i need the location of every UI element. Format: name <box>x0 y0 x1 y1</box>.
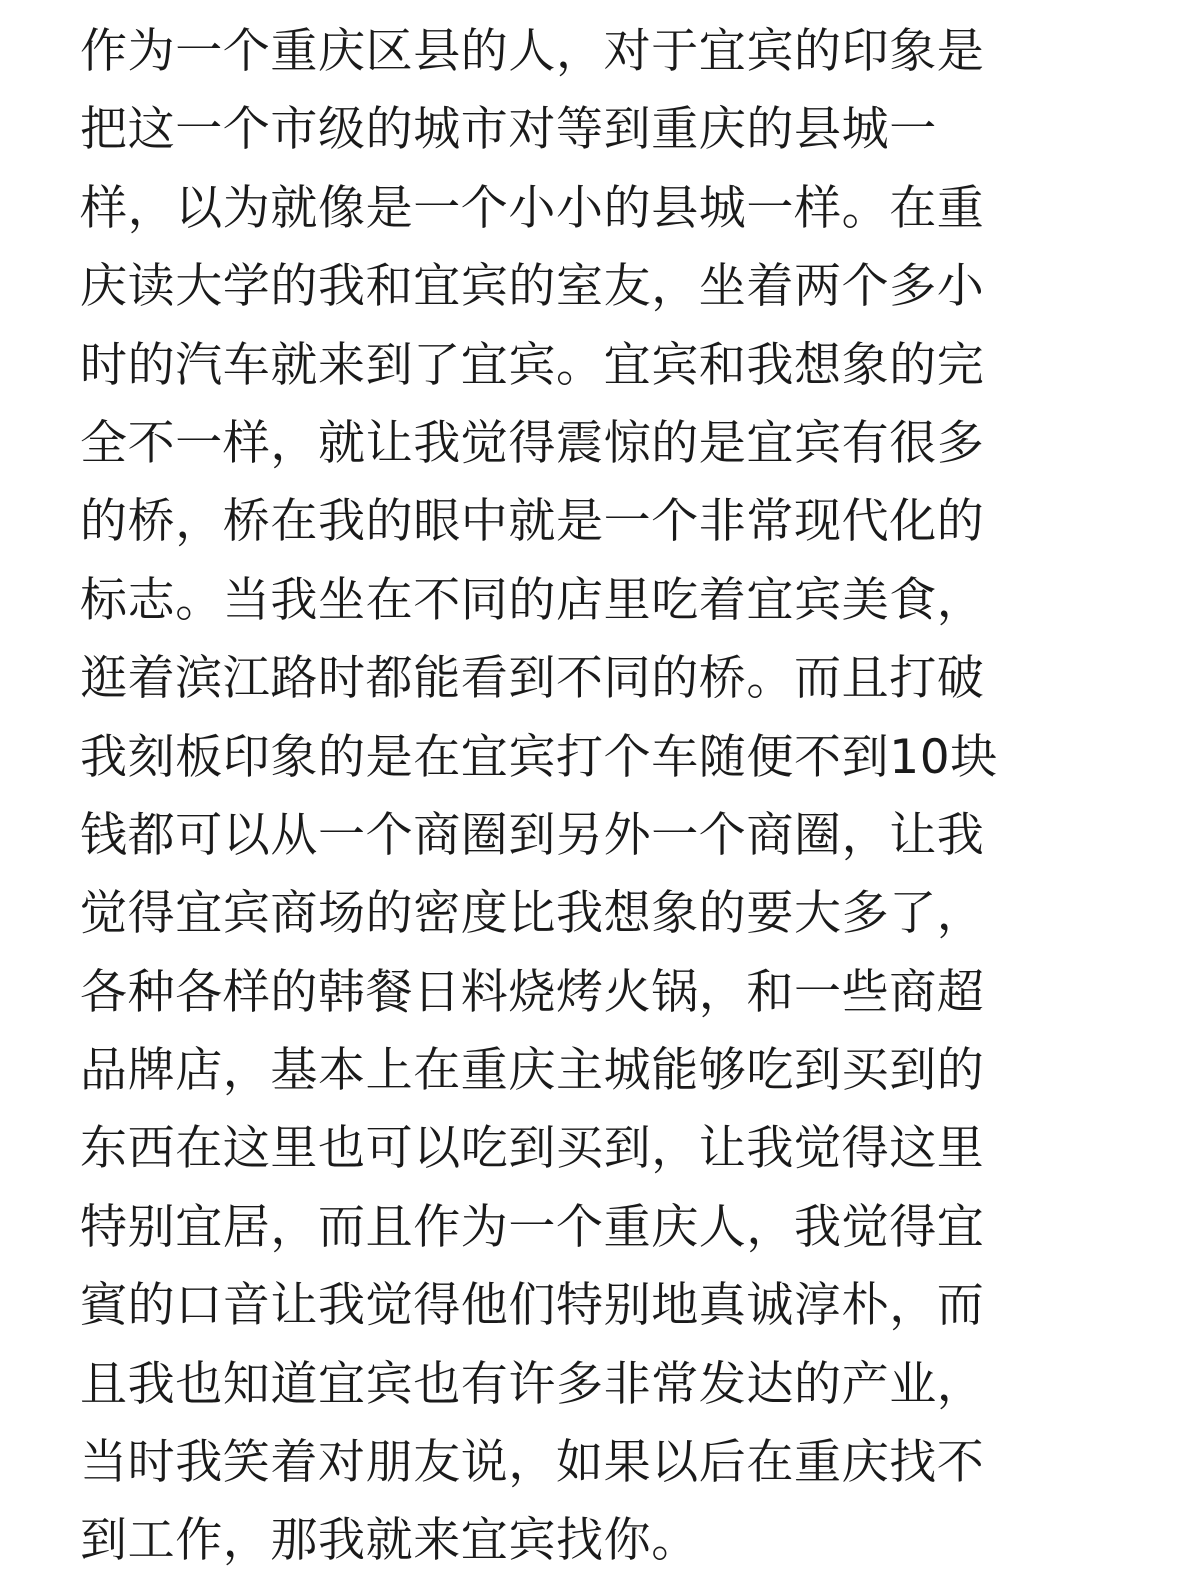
article-line-15: 东西在这里也可以吃到买到，让我觉得这里 <box>80 1121 985 1177</box>
article-body <box>80 13 1140 1581</box>
article-line-8: 标志。当我坐在不同的店里吃着宜宾美食， <box>80 572 985 628</box>
article-line-18: 且我也知道宜宾也有许多非常发达的产业， <box>80 1356 985 1412</box>
article-line-5: 时的汽车就来到了宜宾。宜宾和我想象的完 <box>80 337 985 393</box>
article-line-7: 的桥，桥在我的眼中就是一个非常现代化的 <box>80 494 985 550</box>
article-line-3: 样，以为就像是一个小小的县城一样。在重 <box>80 180 985 236</box>
article-line-12: 觉得宜宾商场的密度比我想象的要大多了， <box>80 886 985 942</box>
article-line-6: 全不一样，就让我觉得震惊的是宜宾有很多 <box>80 415 985 471</box>
article-line-1: 作为一个重庆区县的人，对于宜宾的印象是 <box>80 24 985 79</box>
article-line-4: 庆读大学的我和宜宾的室友，坐着两个多小 <box>80 259 985 315</box>
article-line-17: 賓的口音让我觉得他们特别地真诚淳朴，而 <box>80 1278 985 1334</box>
article-line-2: 把这一个市级的城市对等到重庆的县城一 <box>80 102 937 158</box>
article-line-11: 钱都可以从一个商圈到另外一个商圈，让我 <box>80 807 985 863</box>
article-line-13: 各种各样的韩餐日料烧烤火锅，和一些商超 <box>80 964 985 1020</box>
article-line-19: 当时我笑着对朋友说，如果以后在重庆找不 <box>80 1435 985 1491</box>
article-line-14: 品牌店，基本上在重庆主城能够吃到买到的 <box>80 1043 985 1099</box>
article-line-16: 特别宜居，而且作为一个重庆人，我觉得宜 <box>80 1199 985 1255</box>
article-line-20: 到工作，那我就来宜宾找你。 <box>80 1513 699 1569</box>
article-line-9: 逛着滨江路时都能看到不同的桥。而且打破 <box>80 651 985 707</box>
article-line-10: 我刻板印象的是在宜宾打个车随便不到10块 <box>80 729 998 785</box>
